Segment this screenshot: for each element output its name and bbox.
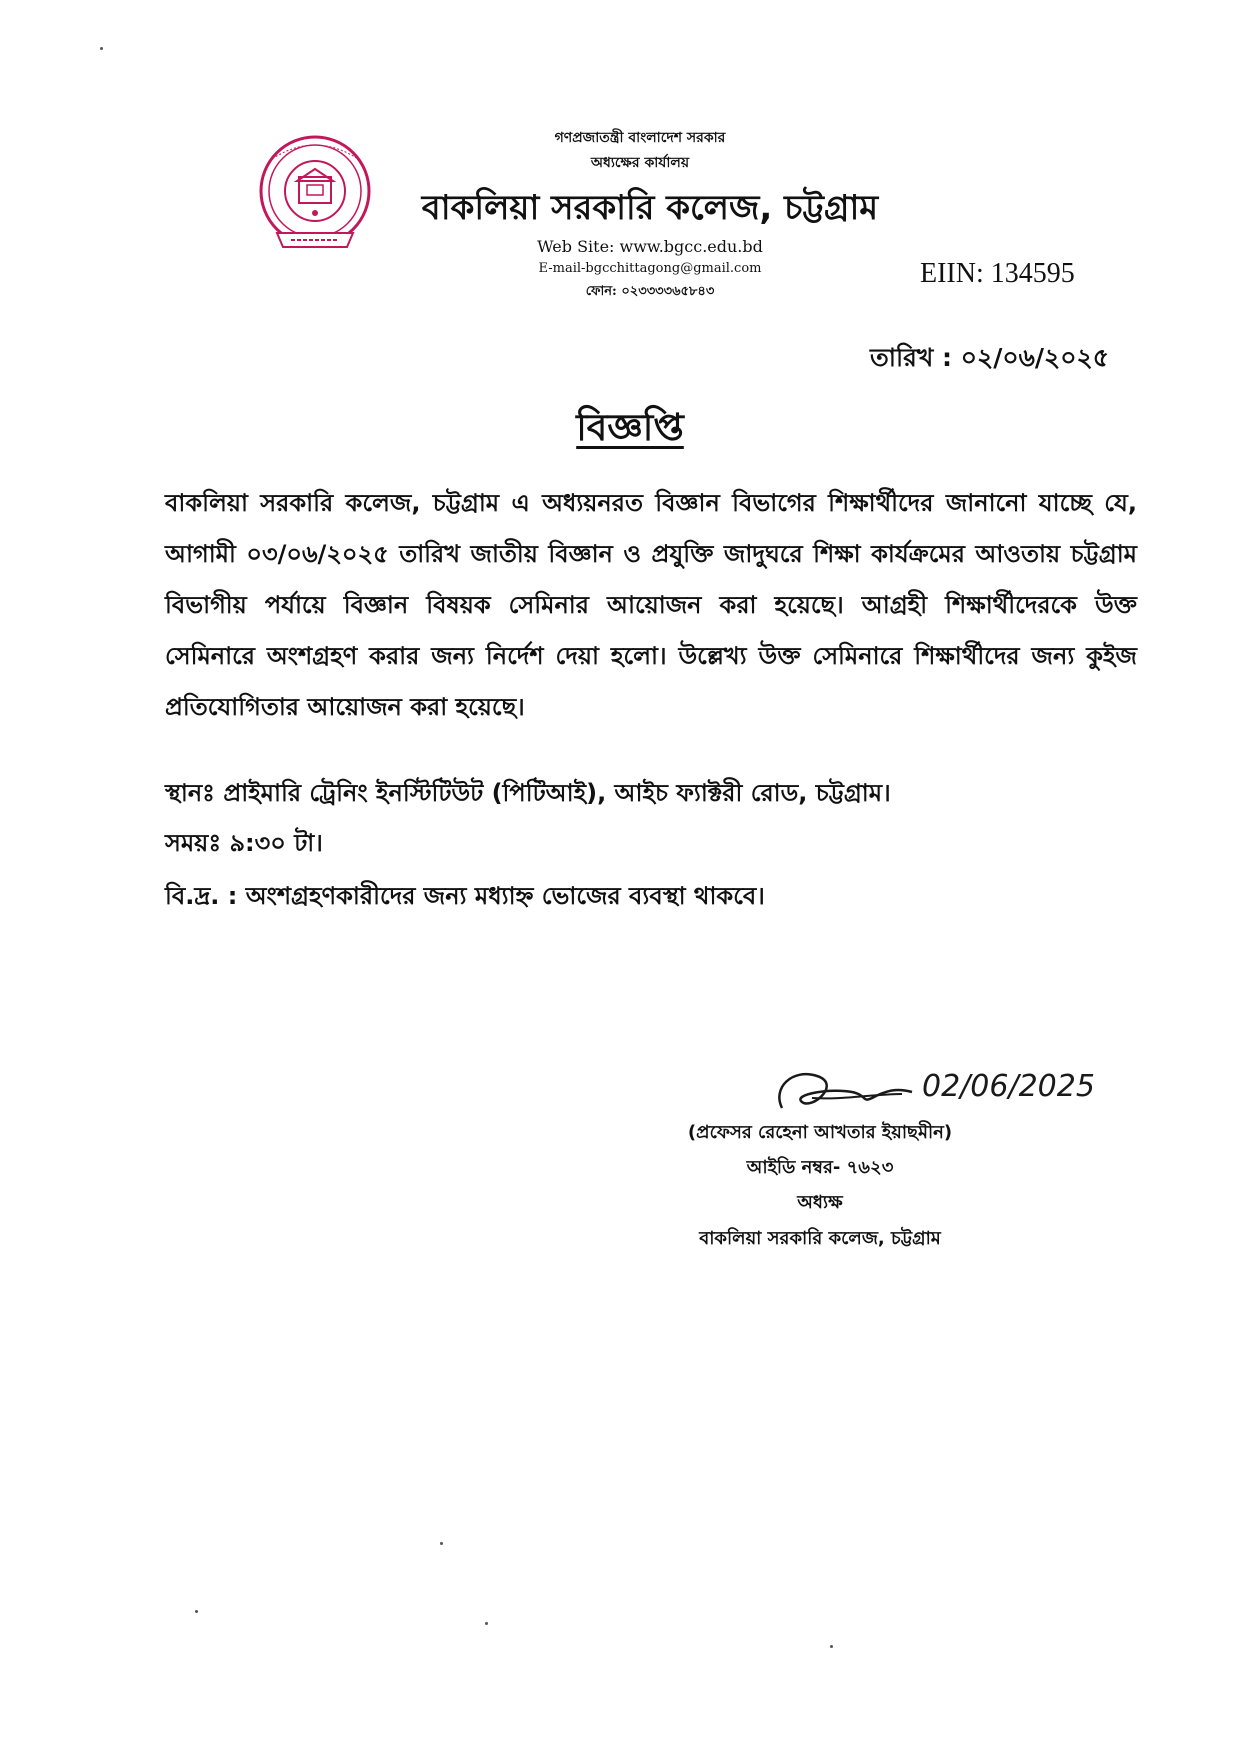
time-line: সময়ঃ ৯:৩০ টা। — [165, 829, 323, 857]
college-seal-icon — [255, 133, 375, 253]
handwritten-date: 02/06/2025 — [922, 1069, 1095, 1104]
scan-speck — [830, 1645, 833, 1648]
signatory-designation: অধ্যক্ষ — [797, 1192, 843, 1213]
scan-speck — [440, 1542, 443, 1545]
phone: ফোন: ০২৩৩৩৩৬৫৮৪৩ — [585, 284, 715, 299]
signatory-id: আইডি নম্বর- ৭৬২৩ — [746, 1157, 894, 1178]
place-line: স্থানঃ প্রাইমারি ট্রেনিং ইনস্টিটিউট (পিটিআই), আইচ ফ্যাক্টরী রোড, চট্টগ্রাম। — [165, 779, 891, 807]
email: E-mail-bgcchittagong@gmail.com — [538, 261, 762, 276]
signatory-institution: বাকলিয়া সরকারি কলেজ, চট্টগ্রাম — [699, 1228, 941, 1249]
note-line: বি.দ্র. : অংশগ্রহণকারীদের জন্য মধ্যাহ্ন ভোজের ব্যবস্থা থাকবে। — [165, 882, 765, 910]
scan-speck — [100, 47, 103, 50]
college-name: বাকলিয়া সরকারি কলেজ, চট্টগ্রাম — [421, 188, 879, 228]
government-name: গণপ্রজাতন্ত্রী বাংলাদেশ সরকার — [554, 130, 726, 146]
signature-icon — [772, 1048, 1132, 1128]
office-name: অধ্যক্ষের কার্যালয় — [590, 155, 690, 171]
scan-speck — [195, 1610, 198, 1613]
website: Web Site: www.bgcc.edu.bd — [537, 237, 763, 256]
notice-date: তারিখ : ০২/০৬/২০২৫ — [870, 343, 1110, 372]
signatory-name: (প্রফেসর রেহেনা আখতার ইয়াছমীন) — [687, 1122, 953, 1143]
page-title: বিজ্ঞপ্তি — [576, 406, 684, 449]
eiin: EIIN: 134595 — [920, 258, 1075, 289]
notice-body: বাকলিয়া সরকারি কলেজ, চট্টগ্রাম এ অধ্যয়নরত বিজ্ঞান বিভাগের শিক্ষার্থীদের জানানো যাচ্ছে যে, আগামী ০৩/০৬/২০২৫ তারিখ জাতীয় বিজ্ঞান ও প্রযুক্তি জাদুঘরে শিক্ষা কার্যক্রমের আওতায় চট্টগ্রাম বিভাগীয় পর্যায়ে বিজ্ঞান বিষয়ক সেমিনার আয়োজন করা হয়েছে। আগ্রহী শিক্ষার্থীদেরকে উক্ত সেমিনারে অংশগ্রহণ করার জন্য নির্দেশ দেয়া হলো। উল্লেখ্য উক্ত সেমিনারে শিক্ষার্থীদের জন্য কুইজ প্রতিযোগিতার আয়োজন করা হয়েছে। — [165, 489, 1137, 721]
scan-speck — [485, 1622, 488, 1625]
